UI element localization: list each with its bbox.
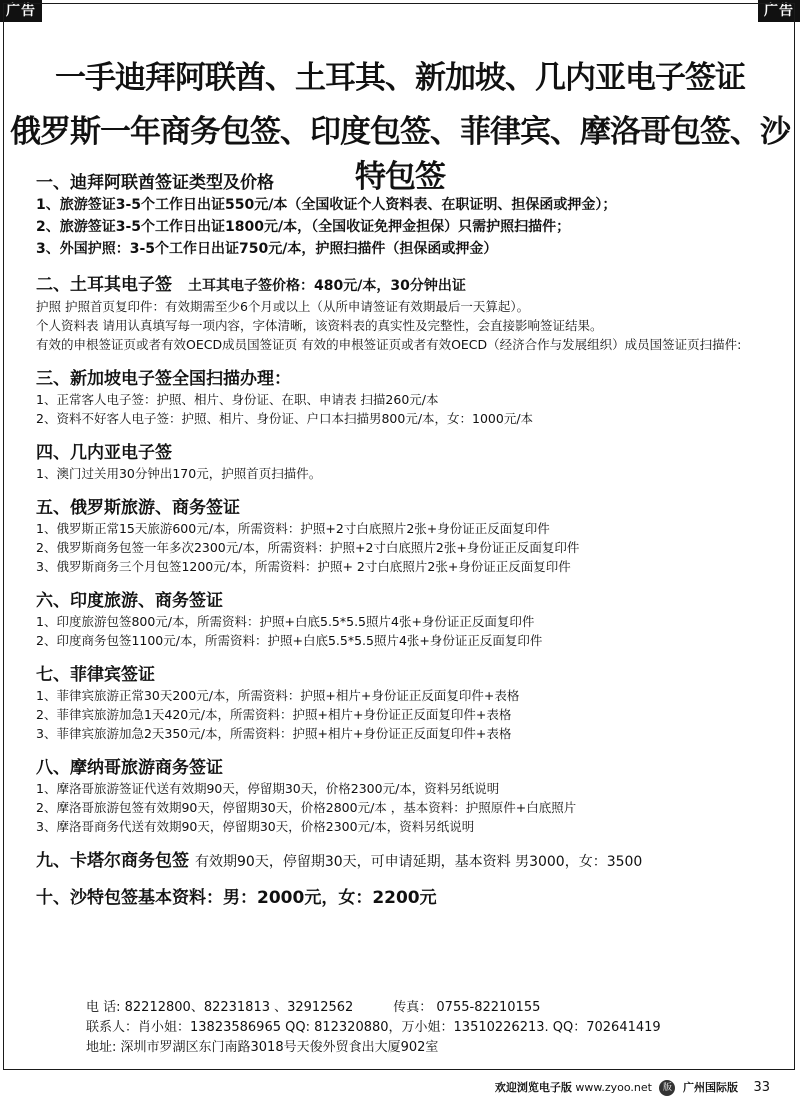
page-footer — [495, 1079, 770, 1097]
list-item: 3、摩洛哥商务代送有效期90天，停留期30天，价格2300元/本，资料另纸说明 — [36, 819, 475, 834]
list-item: 2、印度商务包签1100元/本，所需资料：护照+白底5.5*5.5照片4张+身份证正反面复印件 — [36, 633, 543, 648]
contact-people: 联系人：肖小姐：13823586965 QQ: 812320880，万小姐：13510226213. QQ：702641419 — [86, 1020, 661, 1035]
section-note: 有效期90天，停留期30天，可申请延期，基本资料 男3000，女：3500 — [195, 854, 643, 870]
contact-fax: 传真： 0755-82210155 — [393, 1000, 541, 1015]
section-title: 五、俄罗斯旅游、商务签证 — [36, 498, 240, 518]
list-item: 护照 护照首页复印件：有效期需至少6个月或以上（从所申请签证有效期最后一天算起）。 — [36, 299, 530, 314]
footer-edition: 广州国际版 — [682, 1081, 738, 1094]
section-russia — [36, 497, 776, 576]
list-item: 3、俄罗斯商务三个月包签1200元/本，所需资料：护照+ 2寸白底照片2张+身份证正反面复印件 — [36, 559, 571, 574]
contact-phone-row — [86, 998, 766, 1018]
list-item: 1、俄罗斯正常15天旅游600元/本，所需资料：护照+2寸白底照片2张+身份证正反面复印件 — [36, 521, 550, 536]
list-item: 有效的申根签证页或者有效OECD成员国签证页 有效的申根签证页或者有效OECD（经济合作与发展组织）成员国签证页扫描件: — [36, 337, 742, 352]
section-title-text: 二、土耳其电子签 — [36, 275, 172, 295]
contact-address: 地址: 深圳市罗湖区东门南路3018号天俊外贸食出大厦902室 — [86, 1040, 439, 1055]
footer-site-link[interactable]: www.zyoo.net — [575, 1081, 652, 1094]
section-title: 四、几内亚电子签 — [36, 443, 172, 463]
list-item: 1、菲律宾旅游正常30天200元/本，所需资料：护照+相片+身份证正反面复印件+表格 — [36, 688, 520, 703]
headline-line-2: 俄罗斯一年商务包签、印度包签、菲律宾、摩洛哥包签、沙特包签 — [10, 114, 790, 195]
section-saudi — [36, 887, 776, 909]
list-item: 2、旅游签证3-5个工作日出证1800元/本，（全国收证免押金担保）只需护照扫描件； — [36, 219, 571, 235]
section-title: 十、沙特包签基本资料：男：2000元，女：2200元 — [36, 888, 437, 908]
page-number: 33 — [753, 1080, 770, 1095]
list-item: 1、旅游签证3-5个工作日出证550元/本（全国收证个人资料表、在职证明、担保函或押金）； — [36, 197, 617, 213]
section-dubai — [36, 172, 776, 260]
list-item: 3、外国护照：3-5个工作日出证750元/本，护照扫描件（担保函或押金） — [36, 241, 498, 257]
list-item: 3、菲律宾旅游加急2天350元/本，所需资料：护照+相片+身份证正反面复印件+表格 — [36, 726, 512, 741]
contact-block — [86, 998, 766, 1058]
list-item: 1、澳门过关用30分钟出170元，护照首页扫描件。 — [36, 466, 322, 481]
section-india — [36, 590, 776, 650]
edition-logo-icon: 版 — [659, 1080, 675, 1096]
section-title: 一、迪拜阿联酋签证类型及价格 — [36, 173, 274, 193]
section-title — [36, 274, 776, 297]
footer-slogan: 欢迎浏览电子版 — [494, 1081, 572, 1094]
section-singapore — [36, 368, 776, 428]
visa-content — [36, 172, 776, 923]
list-item: 2、摩洛哥旅游包签有效期90天，停留期30天，价格2800元/本 ，基本资料：护照原件+白底照片 — [36, 800, 577, 815]
list-item: 2、资料不好客人电子签：护照、相片、身份证、户口本扫描男800元/本，女：1000元/本 — [36, 411, 534, 426]
list-item: 1、印度旅游包签800元/本，所需资料：护照+白底5.5*5.5照片4张+身份证正反面复印件 — [36, 614, 535, 629]
section-qatar — [36, 850, 776, 873]
section-turkey — [36, 274, 776, 354]
list-item: 2、俄罗斯商务包签一年多次2300元/本，所需资料：护照+2寸白底照片2张+身份证正反面复印件 — [36, 540, 580, 555]
section-morocco — [36, 757, 776, 836]
headline-line-1: 一手迪拜阿联酋、土耳其、新加坡、几内亚电子签证 — [55, 60, 745, 96]
ad-tag-right: 广告 — [758, 0, 800, 22]
section-title: 六、印度旅游、商务签证 — [36, 591, 223, 611]
section-title: 八、摩纳哥旅游商务签证 — [36, 758, 223, 778]
ad-tag-left: 广告 — [0, 0, 42, 22]
section-title-text: 九、卡塔尔商务包签 — [36, 851, 189, 871]
section-title — [36, 850, 776, 873]
section-guinea — [36, 442, 776, 483]
list-item: 1、正常客人电子签：护照、相片、身份证、在职、申请表 扫描260元/本 — [36, 392, 439, 407]
section-note: 土耳其电子签价格：480元/本，30分钟出证 — [188, 278, 466, 294]
section-title: 七、菲律宾签证 — [36, 665, 155, 685]
section-philippines — [36, 664, 776, 743]
contact-phone: 电 话: 82212800、82231813 、32912562 — [86, 1000, 354, 1015]
list-item: 2、菲律宾旅游加急1天420元/本，所需资料：护照+相片+身份证正反面复印件+表格 — [36, 707, 512, 722]
section-title: 三、新加坡电子签全国扫描办理： — [36, 369, 291, 389]
list-item: 个人资料表 请用认真填写每一项内容，字体清晰，该资料表的真实性及完整性，会直接影响签证结果。 — [36, 318, 603, 333]
list-item: 1、摩洛哥旅游签证代送有效期90天，停留期30天，价格2300元/本，资料另纸说明 — [36, 781, 500, 796]
